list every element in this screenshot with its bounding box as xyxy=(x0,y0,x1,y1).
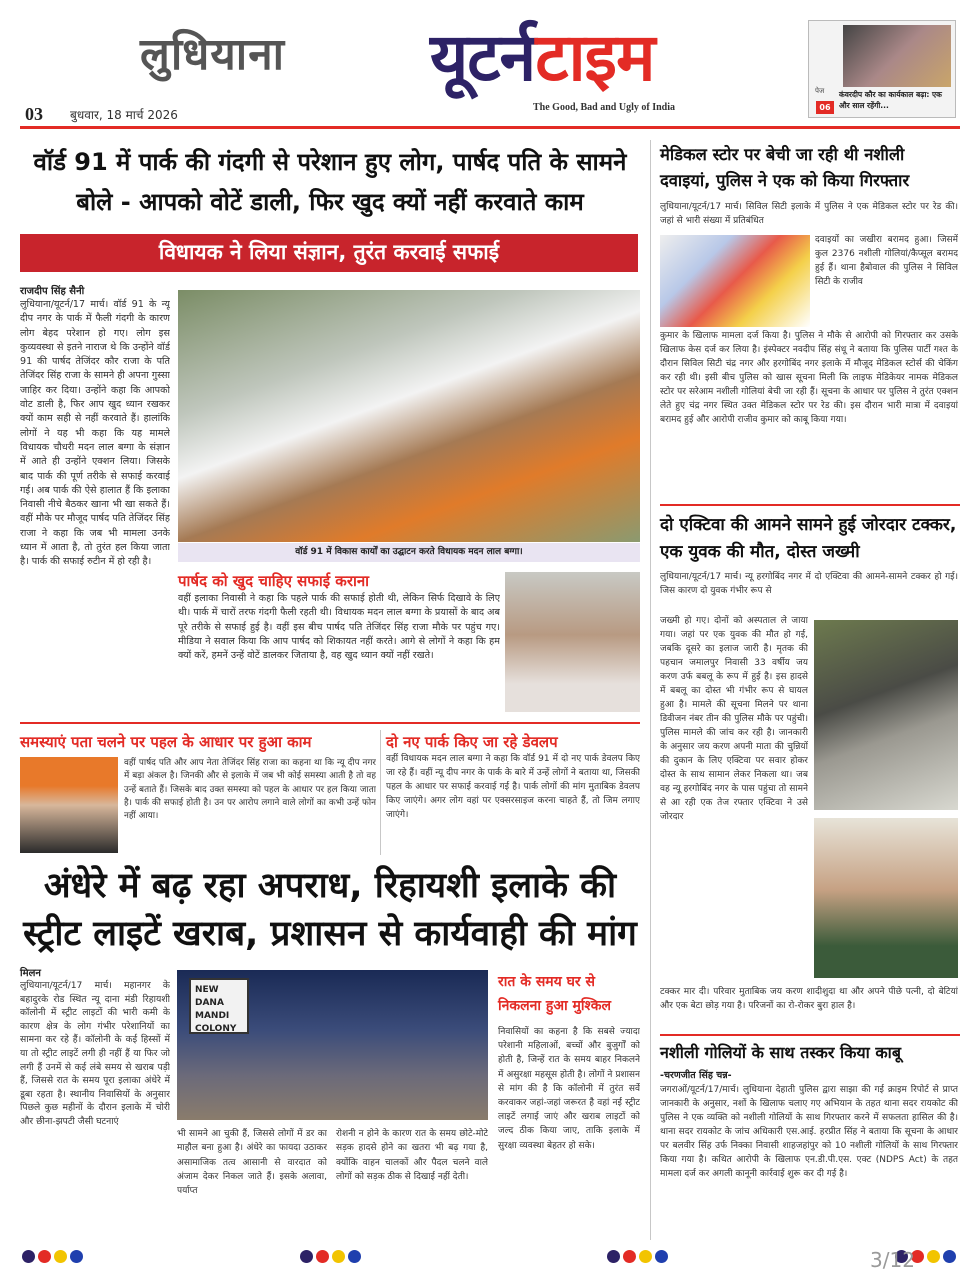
masthead-part-a: यूटर्न xyxy=(430,19,536,96)
issue-date: बुधवार, 18 मार्च 2026 xyxy=(70,108,178,122)
masthead xyxy=(430,10,654,100)
medicine-photo xyxy=(660,235,810,327)
leader-photo xyxy=(20,757,118,853)
story4-intro: लुधियाना/यूटर्न/17 मार्च। न्यू हरगोबिंद नगर में दो एक्टिवा की आमने-सामने टक्कर हो गई। जिस कारण दो युवक गंभीर रूप से xyxy=(660,572,958,596)
accident-photo xyxy=(814,620,958,810)
divider xyxy=(20,722,640,724)
story2-illustration xyxy=(177,970,488,1120)
story3-body: कुमार के खिलाफ मामला दर्ज किया है। पुलिस ने मौके से आरोपी को गिरफ्तार कर उसके खिलाफ केस दर्ज कर लिया है। इंस्पेक्टर नवदीप सिंह संधू ने बताया कि पुलिस पार्टी गश्त के दौरान सिविल सिटी चंद्र नगर और हरगोबिंद नगर इलाके में मौजूद मेडिकल स्टोर्स की चेकिंग कर रही थी। इसी बीच पुलिस को खास सूचना मिली कि लाइफ मेडिकेयर नामक मेडिकल स्टोर पर सरेआम नशीली गोलियां बेची जा रही हैं। सूचना के आधार पर पुलिस ने तुरंत एक्शन लेते हुए चंद्र नगर स्थित उक्त मेडिकल स्टोर पर रेड की। इस दौरान भारी मात्रा में दवाइयां बरामद हुई और आरोपी राजीव कुमार को काबू किया गया। xyxy=(660,331,958,425)
story1-banner: विधायक ने लिया संज्ञान, तुरंत करवाई सफाई xyxy=(20,234,638,272)
footer-dot xyxy=(332,1250,345,1263)
header-rule xyxy=(20,126,960,129)
tagline: The Good, Bad and Ugly of India xyxy=(533,102,675,113)
divider xyxy=(660,504,960,506)
footer-dot xyxy=(300,1250,313,1263)
councillor-photo xyxy=(505,572,640,712)
story3-headline: मेडिकल स्टोर पर बेची जा रही थी नशीली दवाइयां, पुलिस ने एक को किया गिरफ्तार xyxy=(660,145,910,190)
footer-dot xyxy=(38,1250,51,1263)
footer-dot xyxy=(607,1250,620,1263)
story2-side-body: निवासियों का कहना है कि सबसे ज्यादा परेशानी महिलाओं, बच्चों और बुजुर्गों को होती है, जिन्हें रात के समय बाहर निकलने में असुरक्षा महसूस होती है। लोगों ने प्रशासन से मांग की है कि कॉलोनी में तुरंत सर्वे करवाकर जहां-जहां जरूरत है वहां नई स्ट्रीट लाइटें लगाई जाएं और खराब लाइटों को जल्द ठीक किया जाए, ताकि इलाके में सुरक्षा व्यवस्था बेहतर हो सके। xyxy=(498,1027,640,1151)
story1-headline: वॉर्ड 91 में पार्क की गंदगी से परेशान हुए लोग, पार्षद पति के सामने बोले - आपको वोटें डाली, फिर खुद क्यों नहीं करवाते काम xyxy=(33,148,627,216)
story4-col: जख्मी हो गए। दोनों को अस्पताल ले जाया गया। जहां पर एक युवक की मौत हो गई, जबकि दूसरे का इलाज जारी है। मृतक की पहचान जमालपुर निवासी 33 वर्षीय जय करण उर्फ बबलू के रूप में हुई है। इस हादसे में बबलू का दोस्त भी गंभीर रूप से घायल हुआ है। मामले की सूचना मिलने पर थाना डिवीजन नंबर तीन की पुलिस मौके पर पहुंची। पुलिस मामले की जांच कर रही है। जानकारी के अनुसार जय करण अपनी माता की चुन्नियों की दुकान के लिए एक्टिवा पर सवार होकर दोस्त के साथ सामान लेकर निकला था। जब वह न्यू हरगोबिंद नगर के पास पहुंचा तो सामने से आ रही एक तेज रफ्तार एक्टिवा ने उसे जोरदार xyxy=(660,616,808,822)
story1-sub2-title: समस्याएं पता चलने पर पहल के आधार पर हुआ काम xyxy=(20,733,312,751)
story2-byline: मिलन xyxy=(20,968,41,979)
column-divider xyxy=(650,140,651,1240)
promo-photo xyxy=(843,25,951,87)
story1-sub2-body: वहीं पार्षद पति और आप नेता तेजिंदर सिंह राजा का कहना था कि न्यू दीप नगर में बड़ा अंकल है। जिनकी और से इलाके में जब भी कोई समस्या आती है तो वह उन्हें बताते हैं। जिसके बाद उक्त समस्या को पहल के आधार पर हल किया जाता है। पार्क की सफाई होती है। उन पर आरोप लगाने वाले लोगों का कभी उन्हें फोन नहीं आया। xyxy=(124,758,376,822)
story1-body: लुधियाना/यूटर्न/17 मार्च। वॉर्ड 91 के न्यू दीप नगर के पार्क में फैली गंदगी के कारण लोग बेहद परेशान हो गए। लोग इस कुव्यवस्था से इतने नाराज थे कि उन्होंने वॉर्ड 91 की पार्षद तेजिंदर कौर राजा के पति तेजिंदर सिंह राजा के सामने ही अपना गुस्सा जाहिर कर दिया। उन्होंने कहा कि आपको वोट डाली है, फिर आप खुद ध्यान रखकर क्यों काम सही से नहीं करवाते हैं। हालांकि लोगों ने यह भी कहा कि यह मामले विधायक चौधरी मदन लाल बग्गा के संज्ञान में आते ही उन्होंने एक्शन लिया। जिसके बाद पार्क की पूर्ण तरीके से सफाई करवाई गई। अब पार्क की ऐसे हालात हैं कि इलाका निवासी नीचे बैठकर खाना भी खा सकते हैं। वहीं मौके पर मौजूद पार्षद पति तेजिंदर सिंह राजा ने कहा कि जब भी मामला उनके ध्यान में आता है, तो तुरंत हल किया जाता है। पार्क की सफाई रुटीन में हो रही है। xyxy=(20,299,170,568)
footer-dot xyxy=(655,1250,668,1263)
story1-byline: राजदीप सिंह सैनी xyxy=(20,286,85,297)
footer-dot xyxy=(927,1250,940,1263)
footer-dot xyxy=(348,1250,361,1263)
divider xyxy=(380,730,381,855)
colony-sign: NEW DANA MANDI COLONY xyxy=(189,978,249,1034)
footer xyxy=(0,1244,979,1280)
page-indicator: 3/12 xyxy=(870,1248,915,1272)
footer-dot xyxy=(623,1250,636,1263)
story2-col3: रोशनी न होने के कारण रात के समय छोटे-मोटे सड़क हादसे होने का खतरा भी बढ़ गया है, क्योंकि वाहन चालकों और पैदल चलने वाले लोगों को सड़क ठीक से दिखाई नहीं देती। xyxy=(336,1129,488,1182)
footer-dot xyxy=(22,1250,35,1263)
story3-beside: दवाइयों का जखीरा बरामद हुआ। जिसमें कुल 2376 नशीली गोलियां/कैप्सूल बरामद हुई हैं। थाना हैबोवाल की पुलिस ने सिविल सिटी के राजीव xyxy=(815,235,958,287)
story2-body: लुधियाना/यूटर्न/17 मार्च। महानगर के बहादुरके रोड स्थित न्यू दाना मंडी रिहायशी कॉलोनी में स्ट्रीट लाइटों की भारी कमी के कारण क्षेत्र के लोग गंभीर परेशानियों का सामना कर रहे हैं। कॉलोनी के कई हिस्सों में या तो स्ट्रीट लाइटें लगी ही नहीं हैं या फिर जो लगी हैं उनमें से कई लंबे समय से खराब पड़ी हैं, जिससे रात के समय पूरा इलाका अंधेरे में डूबा रहता है। स्थानीय निवासियों के अनुसार पिछले कुछ महीनों के दौरान इलाके में चोरी और छीना-झपटी जैसी घटनाएं xyxy=(20,980,170,1127)
footer-dot xyxy=(316,1250,329,1263)
masthead-part-b: टाइम xyxy=(535,19,655,96)
story1-sub3-title: दो नए पार्क किए जा रहे डेवलप xyxy=(386,733,558,751)
story4-headline: दो एक्टिवा की आमने सामने हुई जोरदार टक्कर, एक युवक की मौत, दोस्त जख्मी xyxy=(660,515,957,562)
story5-headline: नशीली गोलियों के साथ तस्कर किया काबू xyxy=(660,1043,901,1062)
promo-label: पेज xyxy=(815,87,825,95)
story1-sub1-body: वहीं इलाका निवासी ने कहा कि पहले पार्क की सफाई होती थी, लेकिन सिर्फ दिखावे के लिए थी। पार्क में चारों तरफ गंदगी फैली रहती थी। विधायक मदन लाल बग्गा के प्रयासों के बाद अब पूरे तरीके से सफाई हुई है। वहीं इस बीच पार्षद पति तेजिंदर सिंह राजा मौके पर पहुंच गए। मीडिया ने सवाल किया कि आप पार्षद को शिकायत नहीं करते। आगे से लोगों ने कहा कि हम क्यों करें, हमनें उन्हें वोटें डालकर जिताया है, वह खुद ध्यान क्यों नहीं रखते। xyxy=(178,593,500,662)
promo-box[interactable] xyxy=(808,20,956,118)
footer-dot xyxy=(70,1250,83,1263)
story1-photo-caption: वॉर्ड 91 में विकास कार्यों का उद्घाटन करते विधायक मदन लाल बग्गा। xyxy=(178,543,640,562)
story1-sub3-body: वहीं विधायक मदन लाल बग्गा ने कहा कि वॉर्ड 91 में दो नए पार्क डेवलप किए जा रहे हैं। वहीं न्यू दीप नगर के पार्क के बारे में उन्हें लोगों ने बताया था, जिसकी पहल के आधार पर सफाई करवाई गई है। पार्क लोगों की मांग मुताबिक डेवलप किए जाएंगे। अगर लोग वहां पर एक्सरसाइज करना चाहते हैं, तो जिम लगाए जाएंगे। xyxy=(386,754,640,820)
footer-dot xyxy=(943,1250,956,1263)
story2-side-title: रात के समय घर से निकलना हुआ मुश्किल xyxy=(498,974,611,1014)
story5-byline: -चरणजीत सिंह चन्न- xyxy=(660,1070,732,1081)
story1-photo xyxy=(178,290,640,542)
story1-sub1-title: पार्षद को खुद चाहिए सफाई कराना xyxy=(178,572,370,590)
story4-tail: टक्कर मार दी। परिवार मुताबिक जय करण शादीशुदा था और अपने पीछे पत्नी, दो बेटियां और एक बेटा छोड़ गया है। परिजनों का रो-रोकर बुरा हाल है। xyxy=(660,987,958,1011)
story5-body: जगराओं/यूटर्न/17/मार्च। लुधियाना देहाती पुलिस द्वारा साझा की गई क्राइम रिपोर्ट से प्राप्त जानकारी के अनुसार, नशों के खिलाफ चलाए गए अभियान के तहत थाना सदर रायकोट की पुलिस ने एक व्यक्ति को नशीली गोलियों के साथ गिरफ्तार करने में सफलता हासिल की है। थाना सदर रायकोट के जांच अधिकारी एस.आई. हरप्रीत सिंह ने बताया कि सूचना के आधार पर बलवीर सिंह उर्फ निक्का निवासी शाहजहांपुर को 10 नशीली गोलियों के साथ गिरफ्तार किया गया है। कथित आरोपी के खिलाफ एन.डी.पी.एस. एक्ट (NDPS Act) के तहत मामला दर्ज कर अगली कानूनी कार्रवाई शुरू कर दी गई है। xyxy=(660,1085,958,1179)
story2-headline: अंधेरे में बढ़ रहा अपराध, रिहायशी इलाके की स्ट्रीट लाइटें खराब, प्रशासन से कार्यवाही की मांग xyxy=(23,866,637,954)
victim-photo xyxy=(814,818,958,978)
story3-intro: लुधियाना/यूटर्न/17 मार्च। सिविल सिटी इलाके में पुलिस ने एक मेडिकल स्टोर पर रेड की। जहां से भारी संख्या में प्रतिबंधित xyxy=(660,202,958,226)
story2-col2: भी सामने आ चुकी हैं, जिससे लोगों में डर का माहौल बना हुआ है। अंधेरे का फायदा उठाकर असामाजिक तत्व आसानी से वारदात को अंजाम देकर निकल जाते हैं। इसके अलावा, पर्याप्त xyxy=(177,1129,327,1197)
divider xyxy=(660,1034,960,1036)
page-number: 03 xyxy=(25,104,43,124)
section-title: लुधियाना xyxy=(140,29,286,80)
footer-dot xyxy=(639,1250,652,1263)
promo-page-badge: 06 xyxy=(816,101,834,114)
promo-caption: कंवरदीप कौर का कार्यकाल बढ़ा: एक और साल रहेंगी... xyxy=(839,90,942,110)
footer-dot xyxy=(54,1250,67,1263)
